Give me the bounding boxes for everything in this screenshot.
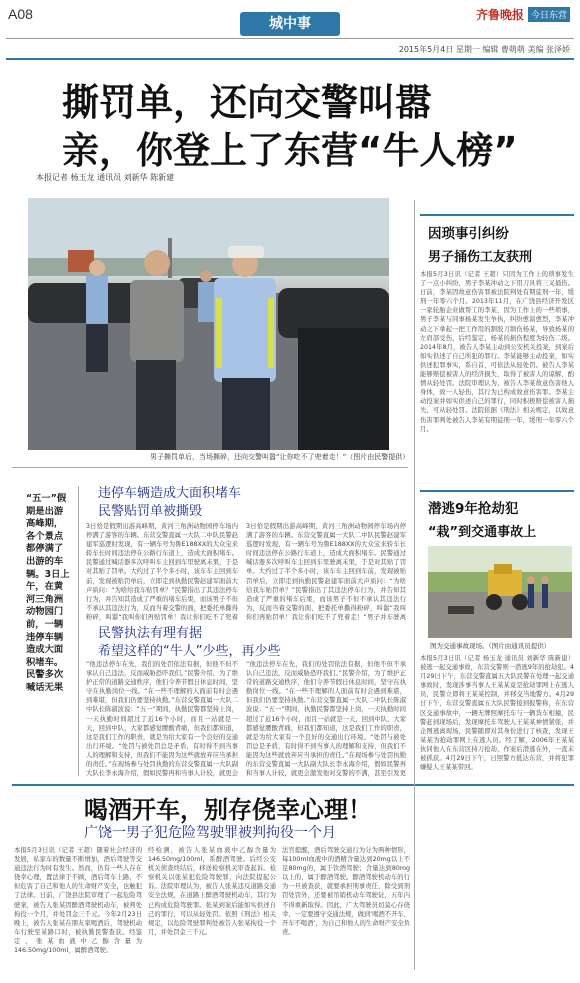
- bottom-subtitle: 广饶一男子犯危险驾驶罪被判拘役一个月: [84, 825, 336, 841]
- side1-body: 本报5月3日讯（记者 王超）只因为工作上的琐事发生了一点小纠纷，男子李某冲动之下用刀具将三叉捅伤。日前，李某因故意伤害罪被法院判处有期徒刑一年，缓刑一年零六个月。2013年11月，在广饶县经济开发区一家轮胎企业做帮工的李某，因为工作上的一些琐事，男子李某与同事杨某发生争执，纠纷愈演愈烈，李某冲动之下拿起一把工作用的割胶刀割伤杨某，导致杨某的左肩部受伤，后经鉴定，杨某的损伤程度为轻伤二级。2014年8月，被告人李某主动到公安机关投案，到案后如实供述了自己所犯的罪行。李某能够主动投案，如实供述犯罪事实，系自首，可依法从轻处罚。被告人李某能够赔偿被害人的经济损失，取得了被害人的谅解，酌情从轻处罚。法院审理认为，被告人李某故意伤害他人身体，致一人轻伤，其行为已构成故意伤害罪。李某主动投案并如实供述自己的罪行，同时积极赔偿被害人损失，可从轻处罚。法院依据《刑法》相关规定，以故意伤害罪判处被告人李某有期徒刑一年，缓刑一年零六个月。: [420, 271, 574, 433]
- lead-subhead-1b: 民警贴罚单被撕毁: [98, 504, 203, 519]
- paper-edition-tag: 今日东营: [528, 7, 570, 22]
- lead-subhead-2: 民警执法有理有据: [98, 626, 203, 641]
- side-story-rule: [420, 490, 574, 492]
- lead-photo-illustration: [28, 198, 389, 450]
- column-rule: [78, 486, 79, 776]
- paper-logo: [476, 5, 570, 23]
- side2-subtitle: “栽”到交通事故上: [428, 525, 537, 540]
- bottom-headline: 喝酒开车，别存侥幸心理！: [84, 796, 372, 824]
- section-tab: 城中事: [240, 12, 340, 36]
- side1-title: 因琐事引纠纷: [428, 226, 509, 242]
- side-story-rule: [420, 214, 574, 216]
- lead-pull-quote: “五一”假期是出游高峰期，各个景点都停满了出游的车辆。3日上午，在黄河三角洲动物园门前，一辆违停车辆造成大面积堵车。民警多次喊话无果: [26, 493, 70, 693]
- lead-subhead-1: 违停车辆造成大面积堵车: [98, 486, 242, 501]
- bottom-body-col2: 经检测，被告人张某血液中乙醇含量为146.50mg/100ml，系醉酒驾驶。后经公安机关侦查终结后，移送检察机关审查起诉。检察机关以张某犯危险驾驶罪，向法院提起公诉。法院审理认为，被告人张某违反道路交通安全法规，在道路上醉酒驾驶机动车，其行为已构成危险驾驶罪。张某到案后能如实供述自己的罪行，可以从轻处罚。依照《刑法》相关规定，以危险驾驶罪判处被告人张某拘役一个月，并处罚金三千元。: [148, 847, 276, 936]
- lead-headline-line1: 撕罚单，还向交警叫嚣: [62, 81, 432, 124]
- header-rule: [6, 58, 574, 60]
- lead-byline: 本报记者 杨玉龙 通讯员 刘新华 陈新建: [36, 173, 175, 182]
- bottom-body-col1: 本报5月3日讯（记者 王超）随着社会经济的发展，私家车的数量不断增加，酒后驾驶等交通违法行为时有发生。然而，仍有一些人存在侥幸心理，置法律于不顾，酒后驾车上路，不但危害了自己和他人的生命财产安全，也触犯了法律。日前，广饶县法院审理了一起危险驾驶案，被告人张某因醉酒驾驶机动车，被判处拘役一个月，并处罚金三千元。今年2月23日晚上，被告人张某在朋友家喝酒后，驾驶机动车行驶至某路口时，被执勤民警查获。经鉴定，张某血液中乙醇含量为146.50mg/100ml，属醉酒驾驶。: [14, 847, 142, 955]
- header-rule: [6, 38, 574, 39]
- side2-photo-illustration: [428, 546, 572, 638]
- page-number: A08: [8, 6, 33, 22]
- paper-name: 齐鲁晚报: [475, 7, 524, 22]
- column-rule: [414, 200, 415, 970]
- lead-body-col2: 3日恰是假期出游高峰期，黄河三角洲动物园停车场内停满了游客的车辆。东营交警直属一大队二中队民警赵建军巡逻时发现，有一辆车号为鲁E188XX的大众宝来轿车长时间违法停在公路行车道上，造成大面积堵车。民警通过喊话器多次呼叫车主回到车里驶离未果，于是对其贴了罚单。大约过了半个多小时，该车车主回到车前，发现被贴罚单后，立即走到执勤民警赵建军面前大声质问：“为啥给我车贴罚单？”民警指出了其违法停车行为，并告知其造成了严重的堵车后果，而该男子不但不承认其违法行为，反而当着交警的面，把委托单撕得粉碎，叫嚣“我叫你们再贴罚单！我让你们吃不了兜着走！”男子并车驶离: [246, 523, 406, 621]
- side2-photo: [428, 546, 572, 638]
- bottom-body-col3: 法官提醒，酒后驾驶交通行为分为两种情形，每100ml血液中的酒精含量达到20mg以上不足80mg的，属于饮酒驾驶；含量达到80mg以上的，属于醉酒驾驶。醉酒驾驶机动车的行为一旦被查获，就要承担刑事责任，除受到刑罚处罚外，还要被吊销机动车驾驶证，五年内不得重新取得。因此，广大驾驶员切莫心存侥幸，一定要遵守交通法规，做到‘喝酒不开车，开车不喝酒’，为自己和他人的生命财产安全负责。: [282, 847, 410, 936]
- side1-subtitle: 男子捅伤工友获刑: [428, 250, 533, 265]
- lead-photo: [28, 198, 389, 450]
- lead-subhead-2b: 希望这样的“牛人”少些，再少些: [98, 644, 281, 659]
- lead-body-col3: “他违法停车在先，我们的处罚依法有据，但他不但不承认自己违法，反而威胁恐吓我们。”民警介绍，为了维护正常的道路交通秩序，他们令养节假日休息时间，坚守在执勤岗位一线。“在一些不理解的人面前有时会遇到难堪，但我们仍要坚持执勤。”东营交警直属一大队二中队长陈淑波说：“五一”期间，执勤民警都坚持上岗，一天执勤时间超过了近16个小时，而且一站就是一天，回到中队，大家都感觉腰酸背痛，但我们都知道，这是我们工作的职责，就是为给大家有一个良好的交通出行环境。“处罚与被处罚总是矛盾，有时得不到当事人的理解和支持，但我们不能因为这些就放弃应当承担的责任。”在现场参与处罚执勤的东营交警直属一大队副大队长李永海介绍，假如民警再和当事人计较，就更会: [86, 661, 238, 778]
- lead-body-col1: 3日恰是假期出游高峰期，黄河三角洲动物园停车场内停满了游客的车辆。东营交警直属一大队二中队民警赵建军巡逻时发现，有一辆车号为鲁E188XX的大众宝来轿车长时间违法停在公路行车道上，造成大面积堵车。民警通过喊话器多次呼叫车主回到车里驶离未果，于是对其贴了罚单。大约过了半个多小时，该车车主回到车前，发现被贴罚单后，立即走到执勤民警赵建军面前大声质问：“为啥给我车贴罚单？”民警指出了其违法停车行为，并告知其造成了严重的堵车后果，而该男子不但不承认其违法行为，反而当着交警的面，把委托单撕得粉碎，叫嚣“我叫你们再贴罚单！我让你们吃不了兜着: [86, 523, 238, 621]
- lead-photo-caption: 男子撕罚单后，当场撕碎，还向交警叫嚣“让你吃不了兜着走！”（图片由民警提供）: [150, 453, 410, 461]
- side2-photo-caption: 图为交通事故现场。（图片由通讯员提供）: [430, 642, 551, 650]
- lead-headline-line2: 亲，你登上了东营“牛人榜”: [62, 129, 518, 172]
- column-rule: [12, 467, 408, 468]
- dateline: 2015年5月4日 星期一 编辑 曹萌萌 美编 张泽娇: [398, 45, 570, 54]
- side2-title: 潜逃9年抢劫犯: [428, 501, 519, 517]
- lead-body-col4: “他违法停车在先，我们的处罚依法有据，但他不但不承认自己违法，反而威胁恐吓我们。”民警介绍，为了维护正常的道路交通秩序，他们令养节假日休息时间，坚守在执勤岗位一线。“在一些不理解的人面前有时会遇到难堪，但我们仍要坚持执勤。”东营交警直属一大队二中队长陈淑波说：“五一”期间，执勤民警都坚持上岗，一天执勤时间超过了近16个小时，而且一站就是一天，回到中队，大家都感觉腰酸背痛，但我们都知道，这是我们工作的职责，就是为给大家有一个良好的交通出行环境。“处罚与被处罚总是矛盾，有时得不到当事人的理解和支持，但我们不能因为这些就放弃应当承担的责任。”在现场参与处罚执勤的东营交警直属一大队副大队长李永海介绍，假如民警再和当事人计较，就更会激发他对交警的不满，甚至引发更: [246, 661, 406, 778]
- side2-body: 本报5月3日讯（记者 杨玉龙 通讯员 刘新华 陈新建）被逃一起交通事故，东营交警则一潜逃9年的抢劫犯。4月29日下午，东营交警直属五大队民警在处理一起交通事故时，发现涉事当事人王某某竟是抢劫罪网上在逃人员，民警立即将王某某控制，并移交当地警方。4月29日下午，东营交警直属五大队民警接到报警称，在东营区交通事故中，一辆无牌照摩托车与一辆货车相撞，民警赶到现场后，发现摩托车驾驶人王某某神情紧张，并企图逃离现场，民警随即对其身份进行了核查，发现王某某为抢劫罪网上在逃人员。经了解，2006年王某某伙同他人在东营区持刀抢劫，作案后潜逃在外，一直未被抓获。4月29日下午，日照警方抵达东营，并将犯罪嫌疑人王某某带回。: [420, 655, 574, 772]
